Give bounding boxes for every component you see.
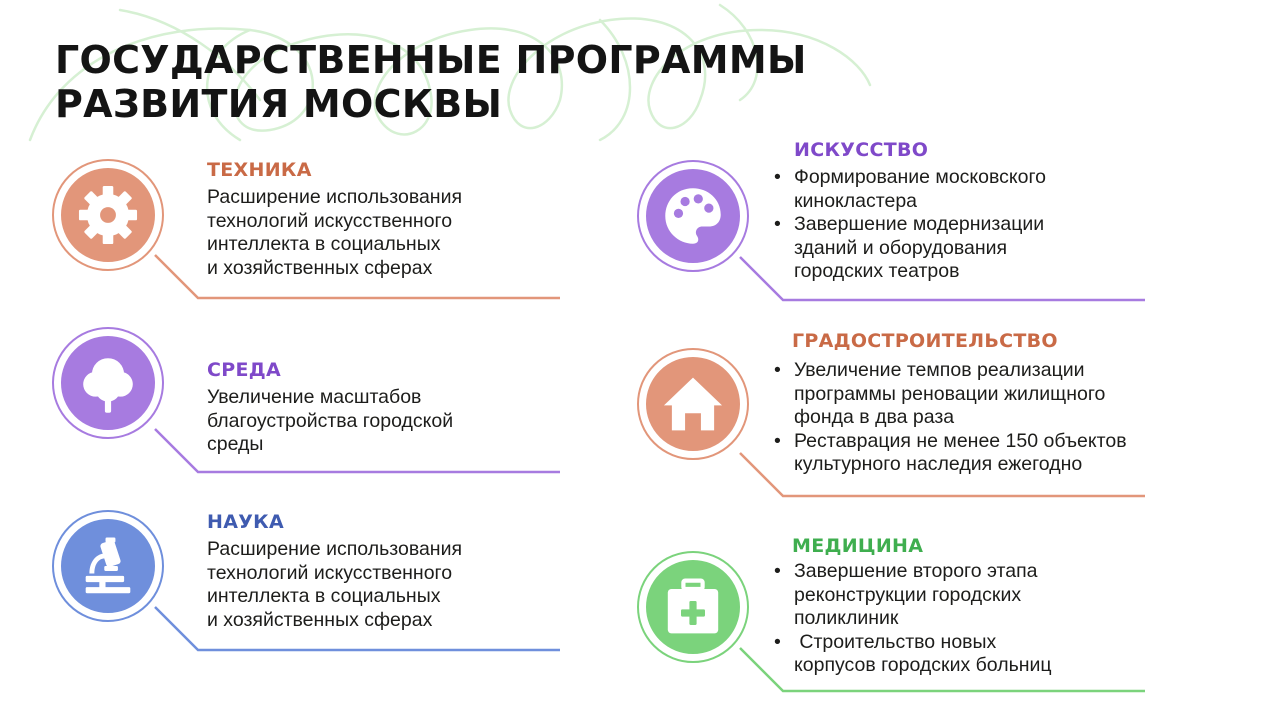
description-line: и хозяйственных сферах xyxy=(207,256,433,279)
urban-icon-badge xyxy=(641,352,745,456)
bullet-line: • Реставрация не менее 150 объектов xyxy=(794,429,1127,452)
description-line: Расширение использования xyxy=(207,538,463,560)
page-title xyxy=(55,38,807,126)
bullet-line: фонда в два раза xyxy=(794,406,955,428)
bullet-line: кинокластера xyxy=(794,189,918,212)
bullet-line: поликлиник xyxy=(794,607,899,629)
program-description xyxy=(207,386,453,457)
tree-icon xyxy=(77,350,139,416)
palette-icon xyxy=(660,183,726,249)
bullet-line: • Завершение модернизации xyxy=(794,213,1045,235)
description-line: благоустройства городской xyxy=(207,409,454,432)
microscope-icon xyxy=(77,533,139,599)
bullet-item xyxy=(772,430,1127,477)
bullet-line: • Увеличение темпов реализации xyxy=(794,359,1085,381)
bullet-line: культурного наследия ежегодно xyxy=(794,453,1083,475)
description-line: интеллекта в социальных xyxy=(207,233,441,255)
science-icon-badge xyxy=(56,514,160,618)
gear-icon xyxy=(75,182,141,248)
art-icon-badge xyxy=(641,164,745,268)
description-line: технологий искусственного xyxy=(207,561,453,584)
bullet-line: программы реновации жилищного xyxy=(794,382,1106,405)
bullet-line: реконструкции городских xyxy=(794,583,1022,606)
bullet-item xyxy=(772,359,1127,430)
description-line: интеллекта в социальных xyxy=(207,585,441,607)
bullet-line: корпусов городских больниц xyxy=(794,654,1052,676)
description-line: среды xyxy=(207,433,264,455)
page-title-line-2: РАЗВИТИЯ МОСКВЫ xyxy=(55,82,503,126)
tech-icon-badge xyxy=(56,163,160,267)
description-line: Расширение использования xyxy=(207,186,463,208)
med-icon-badge xyxy=(641,555,745,659)
bullet-line: • Завершение второго этапа xyxy=(794,560,1038,582)
bullet-line: • Формирование московского xyxy=(794,166,1047,188)
bullet-item xyxy=(772,213,1046,284)
category-title: ТЕХНИКА xyxy=(207,159,312,181)
program-description xyxy=(207,186,462,280)
bullet-item xyxy=(772,631,1052,678)
bullet-item xyxy=(772,560,1052,631)
description-line: и хозяйственных сферах xyxy=(207,608,433,631)
category-title: ГРАДОСТРОИТЕЛЬСТВО xyxy=(792,330,1058,352)
medkit-icon xyxy=(663,577,723,637)
description-line: технологий искусственного xyxy=(207,209,453,232)
env-icon-badge xyxy=(56,331,160,435)
page-title-line-1: ГОСУДАРСТВЕННЫЕ ПРОГРАММЫ xyxy=(55,38,807,82)
bullet-line: • Строительство новых xyxy=(794,630,997,653)
description-line: Увеличение масштабов xyxy=(207,386,422,408)
program-description xyxy=(207,538,462,632)
category-title: СРЕДА xyxy=(207,359,281,381)
program-bullet-list xyxy=(772,359,1127,477)
bullet-line: городских театров xyxy=(794,260,960,282)
category-title: ИСКУССТВО xyxy=(794,139,929,161)
program-bullet-list xyxy=(772,560,1052,678)
category-title: НАУКА xyxy=(207,511,284,533)
bullet-item xyxy=(772,166,1046,213)
program-bullet-list xyxy=(772,166,1046,284)
category-title: МЕДИЦИНА xyxy=(792,535,924,557)
house-icon xyxy=(660,371,726,437)
bullet-line: зданий и оборудования xyxy=(794,236,1008,259)
